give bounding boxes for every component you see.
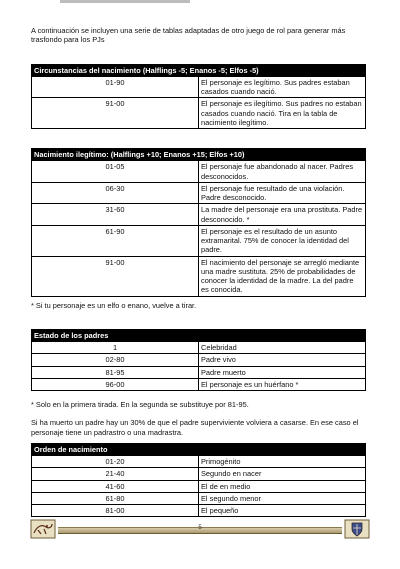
table-header: Orden de nacimiento: [32, 443, 366, 455]
table-row: [32, 342, 366, 354]
table-row: [32, 480, 366, 492]
table-header: Circunstancias del nacimiento (Halflings -5; Enanos -5; Elfos -5): [32, 64, 366, 76]
range-cell: 01-20: [32, 456, 199, 468]
result-cell: El personaje es ilegítimo. Sus padres no estaban casados cuando nació. Tira en la tabla de nacimiento ilegítimo.: [199, 98, 366, 129]
result-cell: Padre muerto: [199, 366, 366, 378]
range-cell: 1: [32, 342, 199, 354]
table-header: Estado de los padres: [32, 329, 366, 341]
intro-paragraph: A continuación se incluyen una serie de tablas adaptadas de otro juego de rol para generar más trasfondo para los PJs: [31, 26, 346, 45]
dragon-ornament-icon: [30, 518, 56, 540]
range-cell: 41-60: [32, 480, 199, 492]
birth-order-table: [31, 443, 366, 518]
result-cell: El personaje fue abandonado al nacer. Padres desconocidos.: [199, 161, 366, 183]
table-row: [32, 161, 366, 183]
result-cell: El nacimiento del personaje se arregló mediante una madre sustituta. 25% de probabilidades de conocer la identidad de la madre. La del padre es conocida.: [199, 256, 366, 296]
table-row: [32, 468, 366, 480]
parents-status-table: [31, 329, 366, 391]
table-row: [32, 182, 366, 204]
result-cell: El personaje es el resultado de un asunto extramarital. 75% de conocer la identidad del padre.: [199, 225, 366, 256]
result-cell: La madre del personaje era una prostituta. Padre desconocido. *: [199, 204, 366, 226]
table-row: [32, 456, 366, 468]
top-rule: [60, 0, 190, 3]
result-cell: El segundo menor: [199, 492, 366, 504]
illegitimate-birth-table: [31, 148, 366, 297]
parents-note: * Solo en la primera tirada. En la segunda se substituye por 81-95.: [31, 400, 249, 409]
table-row: [32, 505, 366, 517]
range-cell: 21-40: [32, 468, 199, 480]
result-cell: El personaje fue resultado de una violación. Padre desconocido.: [199, 182, 366, 204]
illegitimate-note: * Si tu personaje es un elfo o enano, vuelve a tirar.: [31, 300, 197, 310]
page-footer: [30, 518, 370, 540]
page-number: 5: [198, 525, 202, 531]
range-cell: 61-90: [32, 225, 199, 256]
table-row: [32, 225, 366, 256]
table-row: [32, 256, 366, 296]
document-page: [31, 26, 366, 517]
range-cell: 91-00: [32, 256, 199, 296]
result-cell: Segundo en nacer: [199, 468, 366, 480]
table-row: [32, 492, 366, 504]
result-cell: El de en medio: [199, 480, 366, 492]
table-row: [32, 204, 366, 226]
range-cell: 91-00: [32, 98, 199, 129]
result-cell: Primogénito: [199, 456, 366, 468]
range-cell: 01-90: [32, 76, 199, 98]
result-cell: El pequeño: [199, 505, 366, 517]
table-row: [32, 98, 366, 129]
remarriage-paragraph: Si ha muerto un padre hay un 30% de que el padre superviviente volviera a casarse. En ese caso el personaje tiene un padrastro o una madrastra.: [31, 418, 359, 437]
range-cell: 81-95: [32, 366, 199, 378]
range-cell: 06-30: [32, 182, 199, 204]
range-cell: 31-60: [32, 204, 199, 226]
range-cell: 01-05: [32, 161, 199, 183]
range-cell: 81-00: [32, 505, 199, 517]
shield-ornament-icon: [344, 518, 370, 540]
table-row: [32, 76, 366, 98]
range-cell: 61-80: [32, 492, 199, 504]
result-cell: El personaje es un huérfano *: [199, 378, 366, 390]
range-cell: 02-80: [32, 354, 199, 366]
table-row: [32, 366, 366, 378]
range-cell: 96-00: [32, 378, 199, 390]
result-cell: El personaje es legítimo. Sus padres estaban casados cuando nació.: [199, 76, 366, 98]
result-cell: Celebridad: [199, 342, 366, 354]
table-row: [32, 378, 366, 390]
birth-circumstances-table: [31, 64, 366, 130]
table-header: Nacimiento ilegítimo: (Halflings +10; Enanos +15; Elfos +10): [32, 149, 366, 161]
result-cell: Padre vivo: [199, 354, 366, 366]
table-row: [32, 354, 366, 366]
